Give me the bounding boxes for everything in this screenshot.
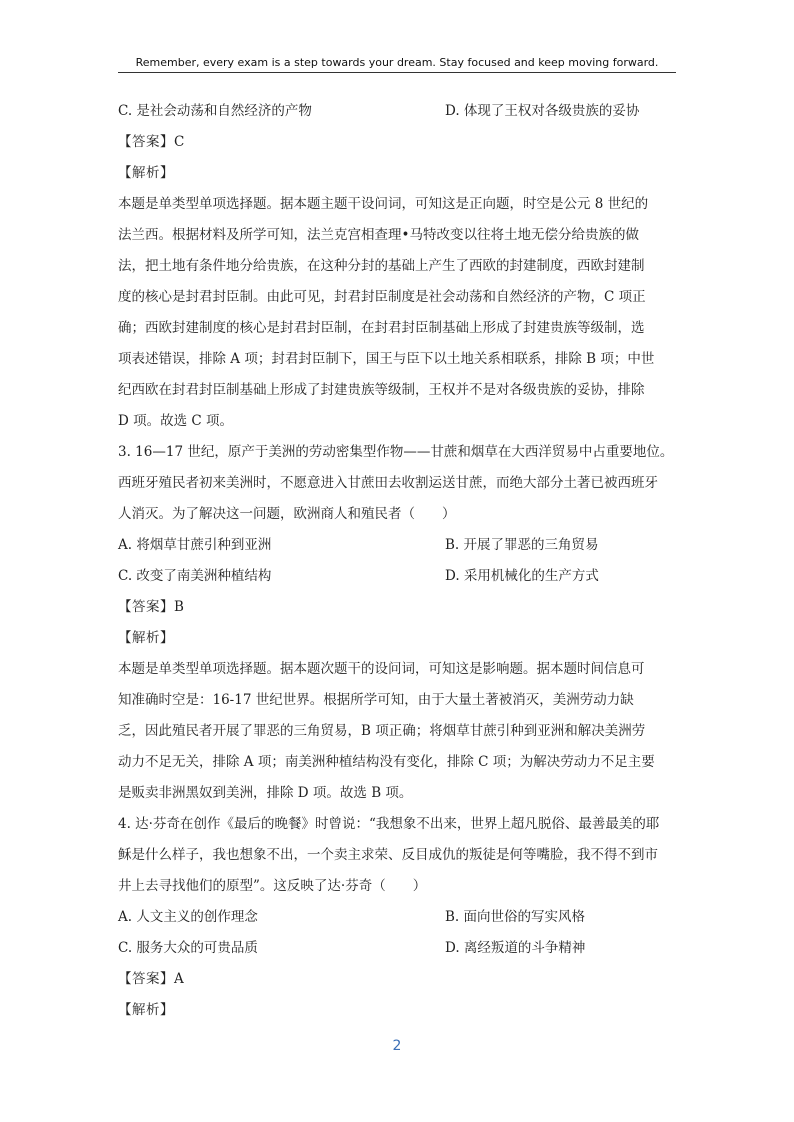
q4-stem-line: 稣是什么样子，我也想象不出，一个卖主求荣、反目成仇的叛徒是何等嘴脸，我不得不到市 xyxy=(118,847,658,863)
q2-analysis-line: 项表述错误，排除 A 项；封君封臣制下，国王与臣下以土地关系相联系，排除 B 项；中世 xyxy=(118,351,655,367)
q4-options-row xyxy=(118,902,678,933)
header-motto: Remember, every exam is a step towards your dream. Stay focused and keep moving forward. xyxy=(135,56,659,69)
q2-analysis-line: 法，把土地有条件地分给贵族，在这种分封的基础上产生了西欧的封建制度，西欧封建制 xyxy=(118,258,645,274)
q3-stem-line: 西班牙殖民者初来美洲时，不愿意进入甘蔗田去收割运送甘蔗，而绝大部分土著已被西班牙 xyxy=(118,475,658,491)
q4-option-c: C. 服务大众的可贵品质 xyxy=(118,940,258,956)
q4-analysis-label: 【解析】 xyxy=(118,1002,174,1018)
q3-analysis-line: 动力不足无关，排除 A 项；南美洲种植结构没有变化，排除 C 项；为解决劳动力不足主要 xyxy=(118,754,655,770)
q2-option-c: C. 是社会动荡和自然经济的产物 xyxy=(118,103,312,119)
q3-stem-line: 3. 16—17 世纪，原产于美洲的劳动密集型作物——甘蔗和烟草在大西洋贸易中占重要地位。 xyxy=(118,444,674,460)
q2-answer: 【答案】C xyxy=(118,134,185,150)
q3-analysis-line: 知准确时空是：16-17 世纪世界。根据所学可知，由于大量土著被消灭，美洲劳动力缺 xyxy=(118,692,634,708)
q3-answer: 【答案】B xyxy=(118,599,185,615)
q4-stem-line: 井上去寻找他们的原型”。这反映了达·芬奇（ ） xyxy=(118,878,427,894)
q3-options-row xyxy=(118,530,678,561)
header-divider xyxy=(118,72,676,73)
q4-options-row xyxy=(118,933,678,964)
page-body xyxy=(118,96,678,1026)
q3-analysis-line: 本题是单类型单项选择题。据本题次题干的设问词，可知这是影响题。据本题时间信息可 xyxy=(118,661,645,677)
q4-option-b: B. 面向世俗的写实风格 xyxy=(445,909,586,925)
q3-stem-line: 人消灭。为了解决这一问题，欧洲商人和殖民者（ ） xyxy=(118,506,456,522)
q2-analysis-label: 【解析】 xyxy=(118,165,174,181)
q3-analysis-line: 是贩卖非洲黑奴到美洲，排除 D 项。故选 B 项。 xyxy=(118,785,413,801)
q2-analysis-line: 度的核心是封君封臣制。由此可见，封君封臣制度是社会动荡和自然经济的产物，C 项正 xyxy=(118,289,646,305)
q2-analysis-line: 纪西欧在封君封臣制基础上形成了封建贵族等级制，王权并不是对各级贵族的妥协，排除 xyxy=(118,382,645,398)
q4-answer: 【答案】A xyxy=(118,971,185,987)
q3-analysis-line: 乏，因此殖民者开展了罪恶的三角贸易，B 项正确；将烟草甘蔗引种到亚洲和解决美洲劳 xyxy=(118,723,646,739)
q2-option-d: D. 体现了王权对各级贵族的妥协 xyxy=(445,103,640,119)
q4-option-a: A. 人文主义的创作理念 xyxy=(118,909,258,925)
q2-analysis-line: 法兰西。根据材料及所学可知，法兰克宫相查理•马特改变以往将土地无偿分给贵族的做 xyxy=(118,227,639,243)
q2-analysis-line: 确；西欧封建制度的核心是封君封臣制，在封君封臣制基础上形成了封建贵族等级制，选 xyxy=(118,320,645,336)
q3-option-d: D. 采用机械化的生产方式 xyxy=(445,568,599,584)
q3-option-a: A. 将烟草甘蔗引种到亚洲 xyxy=(118,537,272,553)
q4-option-d: D. 离经叛道的斗争精神 xyxy=(445,940,586,956)
q3-options-row xyxy=(118,561,678,592)
q2-options-row xyxy=(118,96,678,127)
q2-analysis-line: 本题是单类型单项选择题。据本题主题干设问词，可知这是正向题，时空是公元 8 世纪的 xyxy=(118,196,649,212)
q3-option-c: C. 改变了南美洲种植结构 xyxy=(118,568,272,584)
q3-option-b: B. 开展了罪恶的三角贸易 xyxy=(445,537,599,553)
q3-analysis-label: 【解析】 xyxy=(118,630,174,646)
q4-stem-line: 4. 达·芬奇在创作《最后的晚餐》时曾说：“我想象不出来，世界上超凡脱俗、最善最美的耶 xyxy=(118,816,660,832)
page-number: 2 xyxy=(392,1038,402,1054)
q2-analysis-line: D 项。故选 C 项。 xyxy=(118,413,234,429)
